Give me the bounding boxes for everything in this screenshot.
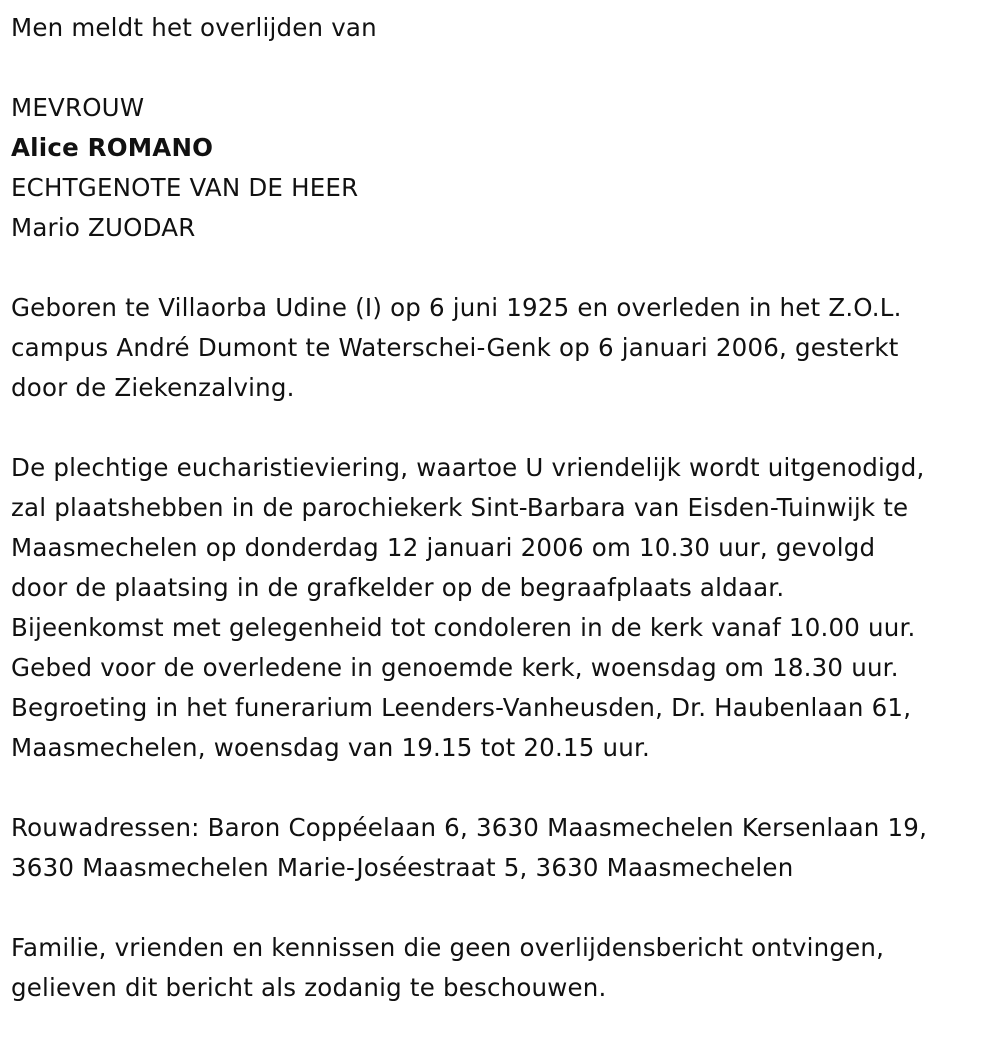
paragraph-line: door de Ziekenzalving. xyxy=(11,373,295,402)
spouse-name: Mario ZUODAR xyxy=(11,213,196,242)
paragraph-line: Begroeting in het funerarium Leenders-Vanheusden, Dr. Haubenlaan 61, xyxy=(11,693,912,722)
paragraph-line: Familie, vrienden en kennissen die geen overlijdensbericht ontvingen, xyxy=(11,933,885,962)
closing-paragraph xyxy=(11,928,990,1008)
paragraph-line: Gebed voor de overledene in genoemde kerk, woensdag om 18.30 uur. xyxy=(11,653,899,682)
paragraph-line: Geboren te Villaorba Udine (I) op 6 juni 1925 en overleden in het Z.O.L. xyxy=(11,293,902,322)
spacer xyxy=(11,888,990,928)
paragraph-line: 3630 Maasmechelen Marie-Joséestraat 5, 3630 Maasmechelen xyxy=(11,853,794,882)
paragraph-line: Maasmechelen, woensdag van 19.15 tot 20.15 uur. xyxy=(11,733,650,762)
paragraph-line: De plechtige eucharistieviering, waartoe U vriendelijk wordt uitgenodigd, xyxy=(11,453,925,482)
spacer xyxy=(11,48,990,88)
relation-text: ECHTGENOTE VAN DE HEER xyxy=(11,173,359,202)
deceased-header xyxy=(11,88,990,248)
deceased-name: Alice ROMANO xyxy=(11,133,214,162)
addresses-paragraph xyxy=(11,808,990,888)
ceremony-paragraph xyxy=(11,448,990,768)
spacer xyxy=(11,408,990,448)
paragraph-line: zal plaatshebben in de parochiekerk Sint-Barbara van Eisden-Tuinwijk te xyxy=(11,493,909,522)
spacer xyxy=(11,248,990,288)
paragraph-line: Bijeenkomst met gelegenheid tot condoleren in de kerk vanaf 10.00 uur. xyxy=(11,613,916,642)
paragraph-line: door de plaatsing in de grafkelder op de begraafplaats aldaar. xyxy=(11,573,785,602)
birth-death-paragraph xyxy=(11,288,990,408)
paragraph-line: Maasmechelen op donderdag 12 januari 2006 om 10.30 uur, gevolgd xyxy=(11,533,876,562)
intro-text: Men meldt het overlijden van xyxy=(11,13,377,42)
paragraph-line: Rouwadressen: Baron Coppéelaan 6, 3630 Maasmechelen Kersenlaan 19, xyxy=(11,813,928,842)
title-mevrouw: MEVROUW xyxy=(11,93,145,122)
paragraph-line: gelieven dit bericht als zodanig te beschouwen. xyxy=(11,973,607,1002)
paragraph-line: campus André Dumont te Waterschei-Genk op 6 januari 2006, gesterkt xyxy=(11,333,899,362)
spacer xyxy=(11,768,990,808)
